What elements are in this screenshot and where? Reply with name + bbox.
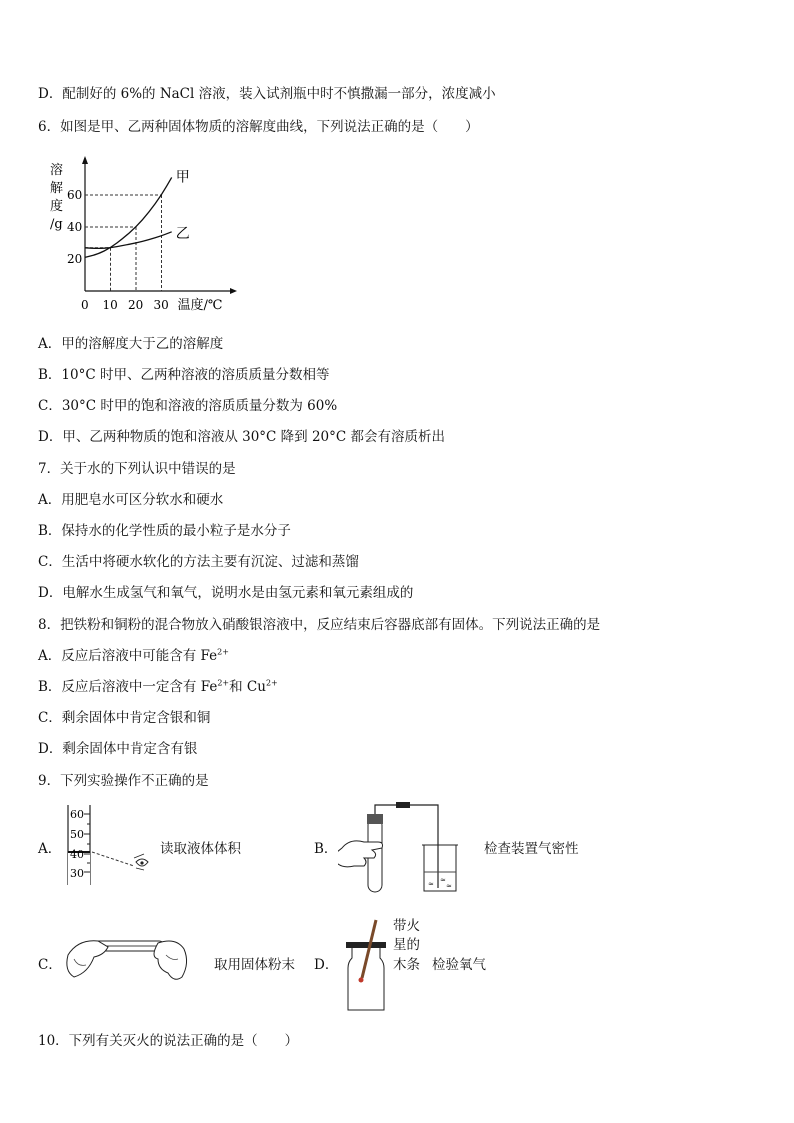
q9-option-d-letter: D． [314,957,339,973]
scale-label: 40 [70,848,84,861]
graduated-cylinder-reading-icon [60,800,160,890]
q6-option-a: A．甲的溶解度大于乙的溶解度 [38,336,224,352]
q7-option-c: C．生活中将硬水软化的方法主要有沉淀、过滤和蒸馏 [38,554,359,570]
gas-jar-splint-icon [338,918,398,1014]
splint-label-line1: 带火 [393,918,420,934]
q6-solubility-chart [40,152,250,317]
svg-text:≈: ≈ [428,880,434,888]
y-axis-arrow [82,156,88,164]
x-tick-label: 20 [128,298,144,312]
q6-stem: 6．如图是甲、乙两种固体物质的溶解度曲线，下列说法正确的是（ ） [38,119,479,135]
scale-label: 50 [70,828,84,841]
y-axis-label: 解 [50,181,64,196]
q6-option-c: C．30°C 时甲的饱和溶液的溶质质量分数为 60% [38,398,338,414]
q9-option-a-letter: A． [38,841,62,857]
powder-test-tube-icon [62,925,192,995]
chart-series [85,177,172,257]
q8-stem: 8．把铁粉和铜粉的混合物放入硝酸银溶液中，反应结束后容器底部有固体。下列说法正确的是 [38,617,601,633]
q8-option-a: A．反应后溶液中可能含有 $Fe^{2+}$ [38,647,229,664]
scale-label: 60 [70,808,84,821]
y-axis-label: 溶 [50,163,64,178]
q6-option-d: D．甲、乙两种物质的饱和溶液从 30°C 降到 20°C 都会有溶质析出 [38,429,446,445]
q5-option-d: D．配制好的 6%的 NaCl 溶液，装入试剂瓶中时不慎撒漏一部分，浓度减小 [38,86,496,102]
q9-option-b-letter: B． [314,841,338,857]
q9-option-b-caption: 检查装置气密性 [484,841,579,857]
y-tick-label: 60 [67,188,83,202]
splint-label-line2: 星的 [393,937,420,953]
q9-option-c-letter: C． [38,957,62,973]
chart-axes [82,156,237,294]
q9-option-a-caption: 读取液体体积 [160,841,241,857]
q9-option-d-caption: 检验氧气 [432,957,486,973]
y-axis-label: 度 [50,199,64,214]
q8-option-d: D．剩余固体中肯定含有银 [38,741,198,757]
series-label: 乙 [175,225,190,242]
series-line-jia [85,177,172,257]
q7-option-b: B．保持水的化学性质的最小粒子是水分子 [38,523,291,539]
svg-text:≈: ≈ [440,876,446,884]
right-hand-icon [154,941,187,979]
q7-option-a: A．用肥皂水可区分软水和硬水 [38,492,224,508]
q6-option-b: B．10°C 时甲、乙两种溶液的溶质质量分数相等 [38,367,330,383]
x-tick-label: 0 [81,298,89,312]
svg-text:≈: ≈ [446,882,452,890]
left-hand-icon [67,941,108,977]
x-axis-arrow [230,288,237,294]
chart-guides [85,195,162,291]
y-tick-label: 20 [67,252,83,266]
q8-option-b: B．反应后溶液中一定含有 $Fe^{2+}$和 $Cu^{2+}$ [38,678,278,695]
splint-label-line3: 木条 [393,957,420,973]
airtightness-test-apparatus-icon [338,800,473,895]
x-tick-label: 10 [102,298,118,312]
q9-stem: 9．下列实验操作不正确的是 [38,773,209,789]
q10-stem: 10．下列有关灭火的说法正确的是（ ） [38,1033,299,1049]
series-label: 甲 [175,169,190,186]
x-axis-title: 温度/℃ [177,298,223,313]
q9-option-c-caption: 取用固体粉末 [214,957,295,973]
q8-option-c: C．剩余固体中肯定含银和铜 [38,710,211,726]
x-tick-label: 30 [153,298,169,312]
q7-option-d: D．电解水生成氢气和氧气，说明水是由氢元素和氧元素组成的 [38,585,414,601]
y-tick-label: 40 [67,220,83,234]
scale-label: 30 [70,867,84,880]
q7-stem: 7．关于水的下列认识中错误的是 [38,461,236,477]
y-axis-label: /g [50,217,63,232]
